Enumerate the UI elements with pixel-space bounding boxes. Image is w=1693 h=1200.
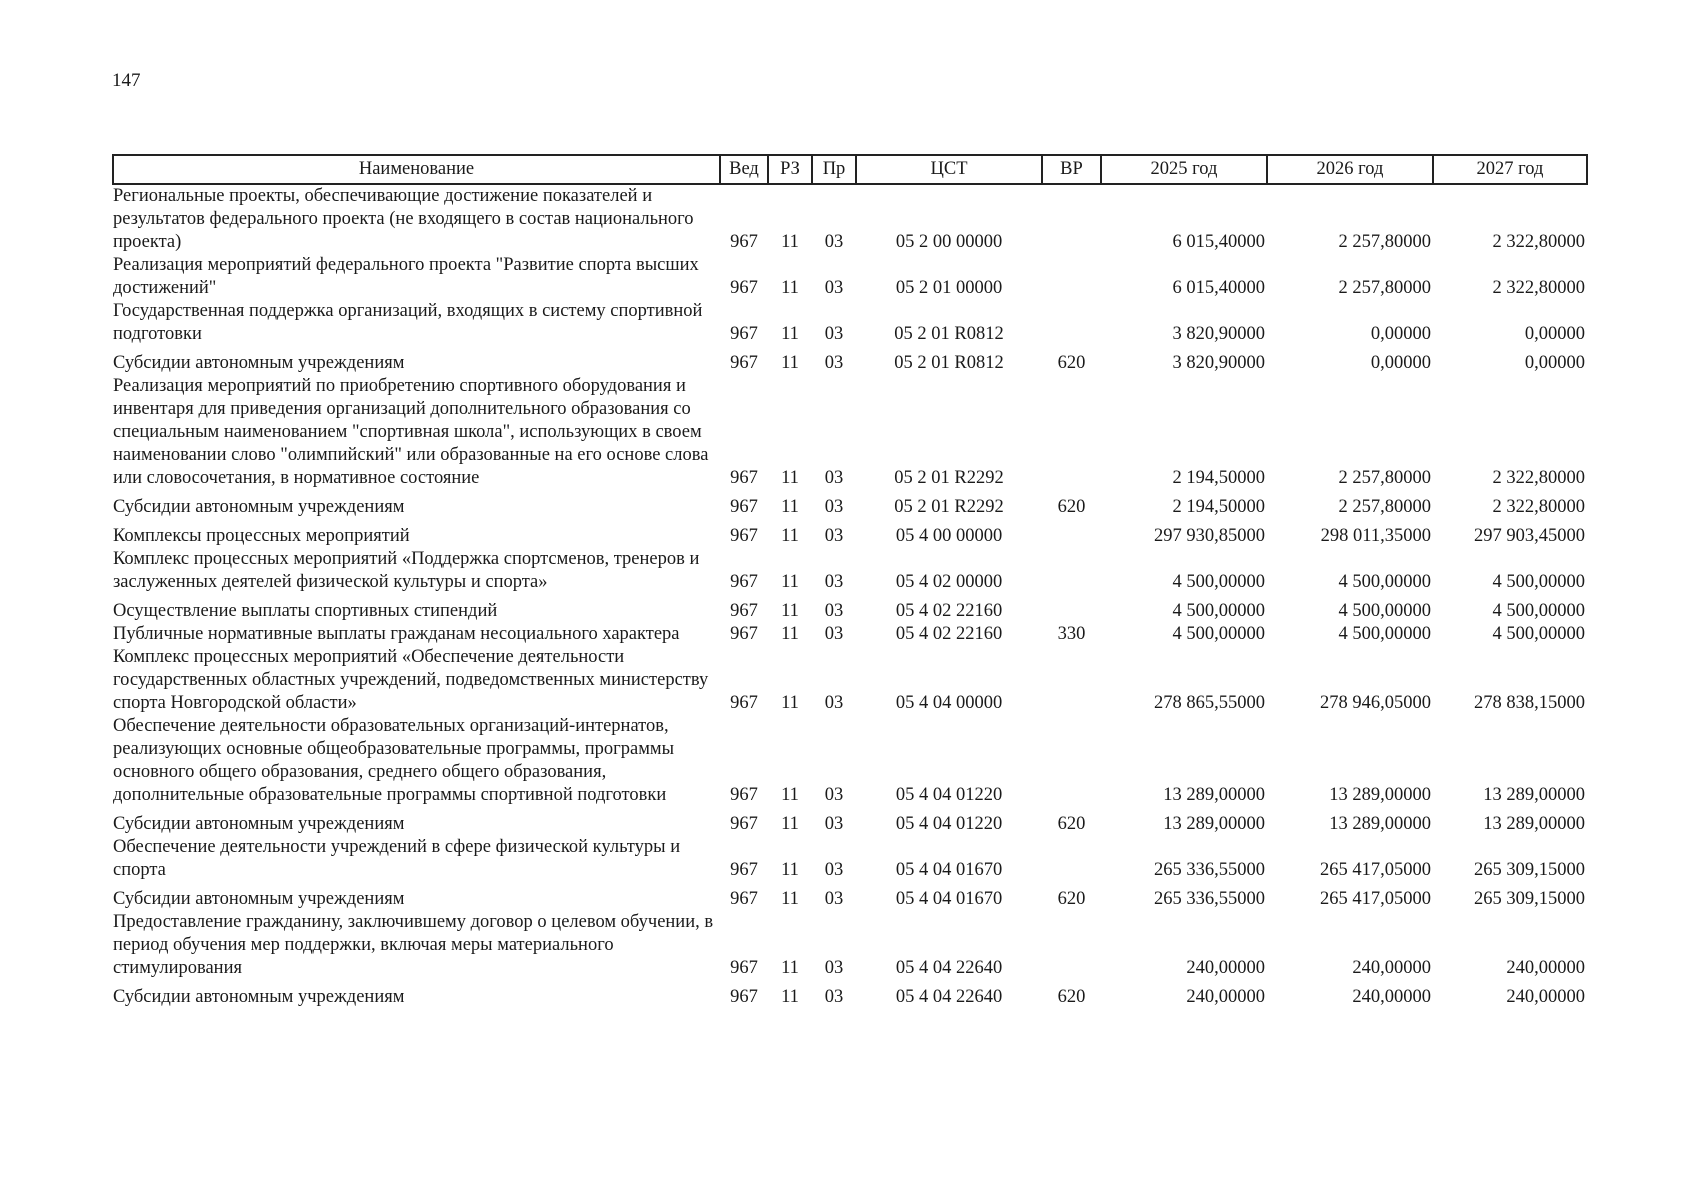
row-pr: 03	[824, 497, 844, 517]
row-cst: 05 2 00 00000	[895, 232, 1003, 252]
row-ved: 967	[730, 889, 758, 909]
row-ved: 967	[730, 785, 758, 805]
row-cst: 05 2 01 R0812	[894, 353, 1004, 373]
row-value-2025: 240,00000	[1186, 958, 1265, 978]
table-row	[113, 980, 1587, 1009]
row-vr	[1042, 715, 1101, 807]
row-vr	[1042, 836, 1101, 882]
row-vr: 620	[1057, 353, 1086, 373]
table-body	[113, 184, 1587, 1009]
row-ved: 967	[730, 814, 758, 834]
row-pr: 03	[824, 958, 844, 978]
header-2027: 2027 год	[1433, 155, 1587, 184]
row-value-2027: 4 500,00000	[1492, 624, 1585, 644]
row-cst: 05 4 04 22640	[895, 958, 1003, 978]
row-cst: 05 4 02 00000	[895, 572, 1003, 592]
row-ved: 967	[730, 572, 758, 592]
row-vr: 620	[1057, 987, 1086, 1007]
row-value-2025: 4 500,00000	[1172, 624, 1265, 644]
row-value-2025: 2 194,50000	[1172, 468, 1265, 488]
row-rz: 11	[781, 526, 799, 546]
header-ved: Вед	[720, 155, 768, 184]
row-value-2027: 265 309,15000	[1474, 860, 1585, 880]
row-cst: 05 4 04 01220	[895, 814, 1003, 834]
row-pr: 03	[824, 526, 844, 546]
row-pr: 03	[824, 814, 844, 834]
row-value-2027: 2 322,80000	[1492, 278, 1585, 298]
row-value-2025: 265 336,55000	[1154, 889, 1265, 909]
row-pr: 03	[824, 693, 844, 713]
row-name: Предоставление гражданину, заключившему договор о целевом обучении, в период обучения мер поддержки, включая меры материального стимулирования	[113, 912, 714, 978]
table-row	[113, 548, 1587, 594]
row-cst: 05 4 04 01670	[895, 889, 1003, 909]
row-rz: 11	[781, 232, 799, 252]
row-value-2026: 240,00000	[1352, 987, 1431, 1007]
row-value-2026: 265 417,05000	[1320, 860, 1431, 880]
row-cst: 05 4 00 00000	[895, 526, 1003, 546]
row-cst: 05 2 01 00000	[895, 278, 1003, 298]
row-value-2026: 2 257,80000	[1338, 278, 1431, 298]
row-value-2026: 278 946,05000	[1320, 693, 1431, 713]
row-value-2025: 240,00000	[1186, 987, 1265, 1007]
row-value-2026: 2 257,80000	[1338, 232, 1431, 252]
table-row	[113, 715, 1587, 807]
row-rz: 11	[781, 889, 799, 909]
row-value-2025: 278 865,55000	[1154, 693, 1265, 713]
row-ved: 967	[730, 958, 758, 978]
row-rz: 11	[781, 624, 799, 644]
table-row	[113, 646, 1587, 715]
row-rz: 11	[781, 814, 799, 834]
row-ved: 967	[730, 497, 758, 517]
table-header-row	[113, 155, 1587, 184]
row-rz: 11	[781, 785, 799, 805]
row-value-2027: 240,00000	[1506, 987, 1585, 1007]
row-rz: 11	[781, 958, 799, 978]
row-pr: 03	[824, 987, 844, 1007]
row-vr: 330	[1057, 624, 1086, 644]
table-row	[113, 375, 1587, 490]
row-pr: 03	[824, 278, 844, 298]
row-pr: 03	[824, 468, 844, 488]
table-row	[113, 490, 1587, 519]
row-cst: 05 4 02 22160	[895, 624, 1003, 644]
row-name: Субсидии автономным учреждениям	[113, 814, 405, 834]
row-name: Осуществление выплаты спортивных стипендий	[113, 601, 498, 621]
row-rz: 11	[781, 860, 799, 880]
row-vr	[1042, 594, 1101, 623]
row-pr: 03	[824, 601, 844, 621]
row-name: Субсидии автономным учреждениям	[113, 353, 405, 373]
row-name: Реализация мероприятий по приобретению спортивного оборудования и инвентаря для приведения организаций дополнительного образования со специальным наименованием "спортивная школа", использующих в своем наименовании слово "олимпийский" или образованные на его основе слова или словосочетания, в нормативное состояние	[113, 376, 709, 488]
row-value-2026: 0,00000	[1370, 324, 1431, 344]
row-name: Субсидии автономным учреждениям	[113, 497, 405, 517]
row-value-2026: 4 500,00000	[1338, 572, 1431, 592]
row-value-2027: 297 903,45000	[1474, 526, 1585, 546]
row-vr: 620	[1057, 814, 1086, 834]
row-rz: 11	[781, 468, 799, 488]
row-cst: 05 2 01 R0812	[894, 324, 1004, 344]
table-row	[113, 807, 1587, 836]
row-cst: 05 2 01 R2292	[894, 468, 1004, 488]
row-name: Комплексы процессных мероприятий	[113, 526, 410, 546]
row-value-2027: 13 289,00000	[1483, 814, 1585, 834]
table-row	[113, 623, 1587, 646]
row-value-2027: 2 322,80000	[1492, 468, 1585, 488]
row-value-2025: 13 289,00000	[1163, 814, 1265, 834]
row-pr: 03	[824, 889, 844, 909]
row-name: Публичные нормативные выплаты гражданам несоциального характера	[113, 624, 680, 644]
row-name: Обеспечение деятельности образовательных организаций-интернатов, реализующих основные общеобразовательные программы, программы основного общего образования, среднего общего образования, дополнительные образовательные программы спортивной подготовки	[113, 716, 675, 805]
row-vr	[1042, 254, 1101, 300]
row-ved: 967	[730, 468, 758, 488]
row-cst: 05 4 04 00000	[895, 693, 1003, 713]
row-rz: 11	[781, 278, 799, 298]
row-ved: 967	[730, 353, 758, 373]
row-vr	[1042, 646, 1101, 715]
header-2025: 2025 год	[1101, 155, 1267, 184]
row-value-2027: 0,00000	[1524, 353, 1585, 373]
row-name: Обеспечение деятельности учреждений в сфере физической культуры и спорта	[113, 837, 681, 880]
row-value-2026: 2 257,80000	[1338, 497, 1431, 517]
row-value-2025: 3 820,90000	[1172, 324, 1265, 344]
row-rz: 11	[781, 572, 799, 592]
row-pr: 03	[824, 785, 844, 805]
row-value-2025: 6 015,40000	[1172, 278, 1265, 298]
row-value-2025: 13 289,00000	[1163, 785, 1265, 805]
row-name: Реализация мероприятий федерального проекта "Развитие спорта высших достижений"	[113, 255, 699, 298]
row-value-2026: 265 417,05000	[1320, 889, 1431, 909]
row-value-2026: 298 011,35000	[1320, 526, 1431, 546]
row-ved: 967	[730, 232, 758, 252]
header-cst: ЦСТ	[856, 155, 1042, 184]
row-value-2027: 2 322,80000	[1492, 232, 1585, 252]
row-ved: 967	[730, 278, 758, 298]
row-value-2026: 13 289,00000	[1329, 814, 1431, 834]
row-value-2026: 4 500,00000	[1338, 624, 1431, 644]
table-row	[113, 300, 1587, 346]
row-ved: 967	[730, 601, 758, 621]
row-cst: 05 2 01 R2292	[894, 497, 1004, 517]
row-ved: 967	[730, 693, 758, 713]
row-vr	[1042, 184, 1101, 254]
row-value-2025: 4 500,00000	[1172, 572, 1265, 592]
row-value-2026: 240,00000	[1352, 958, 1431, 978]
row-ved: 967	[730, 324, 758, 344]
row-cst: 05 4 04 01220	[895, 785, 1003, 805]
row-vr	[1042, 300, 1101, 346]
row-value-2026: 2 257,80000	[1338, 468, 1431, 488]
budget-table	[112, 154, 1588, 1009]
row-name: Комплекс процессных мероприятий «Поддержка спортсменов, тренеров и заслуженных деятелей физической культуры и спорта»	[113, 549, 700, 592]
page-number: 147	[112, 70, 141, 91]
row-value-2027: 240,00000	[1506, 958, 1585, 978]
row-rz: 11	[781, 601, 799, 621]
table-row	[113, 346, 1587, 375]
row-name: Субсидии автономным учреждениям	[113, 889, 405, 909]
row-cst: 05 4 04 01670	[895, 860, 1003, 880]
table-row	[113, 254, 1587, 300]
row-value-2025: 3 820,90000	[1172, 353, 1265, 373]
row-value-2027: 2 322,80000	[1492, 497, 1585, 517]
table-row	[113, 911, 1587, 980]
row-value-2025: 265 336,55000	[1154, 860, 1265, 880]
table-row	[113, 184, 1587, 254]
row-value-2025: 297 930,85000	[1154, 526, 1265, 546]
header-name: Наименование	[113, 155, 720, 184]
row-rz: 11	[781, 353, 799, 373]
row-ved: 967	[730, 860, 758, 880]
row-value-2027: 278 838,15000	[1474, 693, 1585, 713]
row-pr: 03	[824, 624, 844, 644]
header-pr: Пр	[812, 155, 856, 184]
row-value-2027: 265 309,15000	[1474, 889, 1585, 909]
row-pr: 03	[824, 572, 844, 592]
row-value-2026: 4 500,00000	[1338, 601, 1431, 621]
row-name: Государственная поддержка организаций, входящих в систему спортивной подготовки	[113, 301, 703, 344]
row-vr: 620	[1057, 889, 1086, 909]
row-ved: 967	[730, 624, 758, 644]
header-rz: РЗ	[768, 155, 812, 184]
row-value-2025: 6 015,40000	[1172, 232, 1265, 252]
row-cst: 05 4 02 22160	[895, 601, 1003, 621]
row-pr: 03	[824, 232, 844, 252]
row-ved: 967	[730, 526, 758, 546]
row-value-2025: 2 194,50000	[1172, 497, 1265, 517]
row-value-2027: 13 289,00000	[1483, 785, 1585, 805]
row-rz: 11	[781, 987, 799, 1007]
row-rz: 11	[781, 693, 799, 713]
row-vr	[1042, 548, 1101, 594]
table-row	[113, 836, 1587, 882]
header-2026: 2026 год	[1267, 155, 1433, 184]
row-value-2027: 4 500,00000	[1492, 601, 1585, 621]
table-row	[113, 519, 1587, 548]
row-name: Комплекс процессных мероприятий «Обеспечение деятельности государственных областных учреждений, подведомственных министерству спорта Новгородской области»	[113, 647, 709, 713]
row-name: Региональные проекты, обеспечивающие достижение показателей и результатов федерального проекта (не входящего в состав национального проекта)	[113, 186, 694, 252]
row-vr	[1042, 911, 1101, 980]
row-name: Субсидии автономным учреждениям	[113, 987, 405, 1007]
row-rz: 11	[781, 497, 799, 517]
row-vr	[1042, 375, 1101, 490]
row-cst: 05 4 04 22640	[895, 987, 1003, 1007]
row-value-2025: 4 500,00000	[1172, 601, 1265, 621]
row-pr: 03	[824, 324, 844, 344]
row-value-2026: 13 289,00000	[1329, 785, 1431, 805]
table-row	[113, 594, 1587, 623]
row-vr: 620	[1057, 497, 1086, 517]
row-value-2027: 4 500,00000	[1492, 572, 1585, 592]
row-pr: 03	[824, 860, 844, 880]
row-value-2026: 0,00000	[1370, 353, 1431, 373]
row-rz: 11	[781, 324, 799, 344]
table-row	[113, 882, 1587, 911]
row-value-2027: 0,00000	[1524, 324, 1585, 344]
row-vr	[1042, 519, 1101, 548]
row-pr: 03	[824, 353, 844, 373]
row-ved: 967	[730, 987, 758, 1007]
header-vr: ВР	[1042, 155, 1101, 184]
